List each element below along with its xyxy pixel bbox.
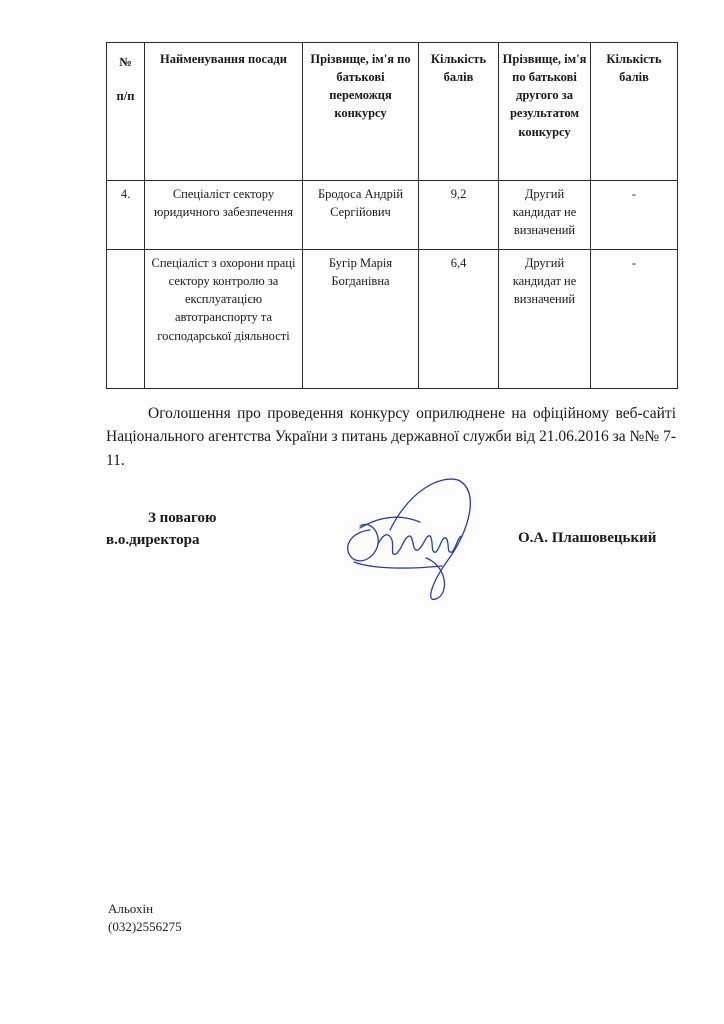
cell-position: Спеціаліст сектору юридичного забезпечення [145, 181, 303, 250]
cell-second-candidate: Другий кандидат не визначений [499, 250, 591, 389]
header-number-abbrev: п/п [116, 89, 135, 104]
table-header-row [107, 43, 678, 181]
cell-position: Спеціаліст з охорони праці сектору контролю за експлуатацією автотранспорту та господарської діяльності [145, 250, 303, 389]
cell-second-score: - [591, 181, 678, 250]
header-number-symbol: № [119, 55, 132, 69]
header-second-score: Кількість балів [591, 43, 678, 181]
cell-winner: Бугір Марія Богданівна [303, 250, 419, 389]
closing-block [106, 508, 216, 552]
table-row [107, 250, 678, 389]
cell-score: 9,2 [419, 181, 499, 250]
executor-info [108, 900, 182, 935]
executor-phone: (032)2556275 [108, 918, 182, 934]
signer-name: О.А. Плашовецький [518, 530, 657, 546]
header-winner: Прізвище, ім'я по батькові переможця конкурсу [303, 43, 419, 181]
cell-number [107, 250, 145, 389]
header-number [107, 43, 145, 181]
cell-second-score: - [591, 250, 678, 389]
header-score: Кількість балів [419, 43, 499, 181]
cell-winner: Бродоса Андрій Сергійович [303, 181, 419, 250]
executor-name: Альохін [108, 901, 154, 916]
signer-title: в.о.директора [106, 531, 200, 548]
cell-score: 6,4 [419, 250, 499, 389]
header-second-candidate: Прізвище, ім'я по батькові другого за результатом конкурсу [499, 43, 591, 181]
table-row [107, 181, 678, 250]
handwritten-signature-icon [330, 470, 500, 610]
announcement-paragraph: Оголошення про проведення конкурсу оприлюднене на офіційному веб-сайті Національного агентства України з питань державної служби від 21.06.2016 за №№ 7-11. [106, 405, 676, 469]
header-position: Найменування посади [145, 43, 303, 181]
cell-number: 4. [107, 181, 145, 250]
cell-second-candidate: Другий кандидат не визначений [499, 181, 591, 250]
closing-greeting: З повагою [148, 510, 217, 526]
results-table [106, 42, 678, 389]
